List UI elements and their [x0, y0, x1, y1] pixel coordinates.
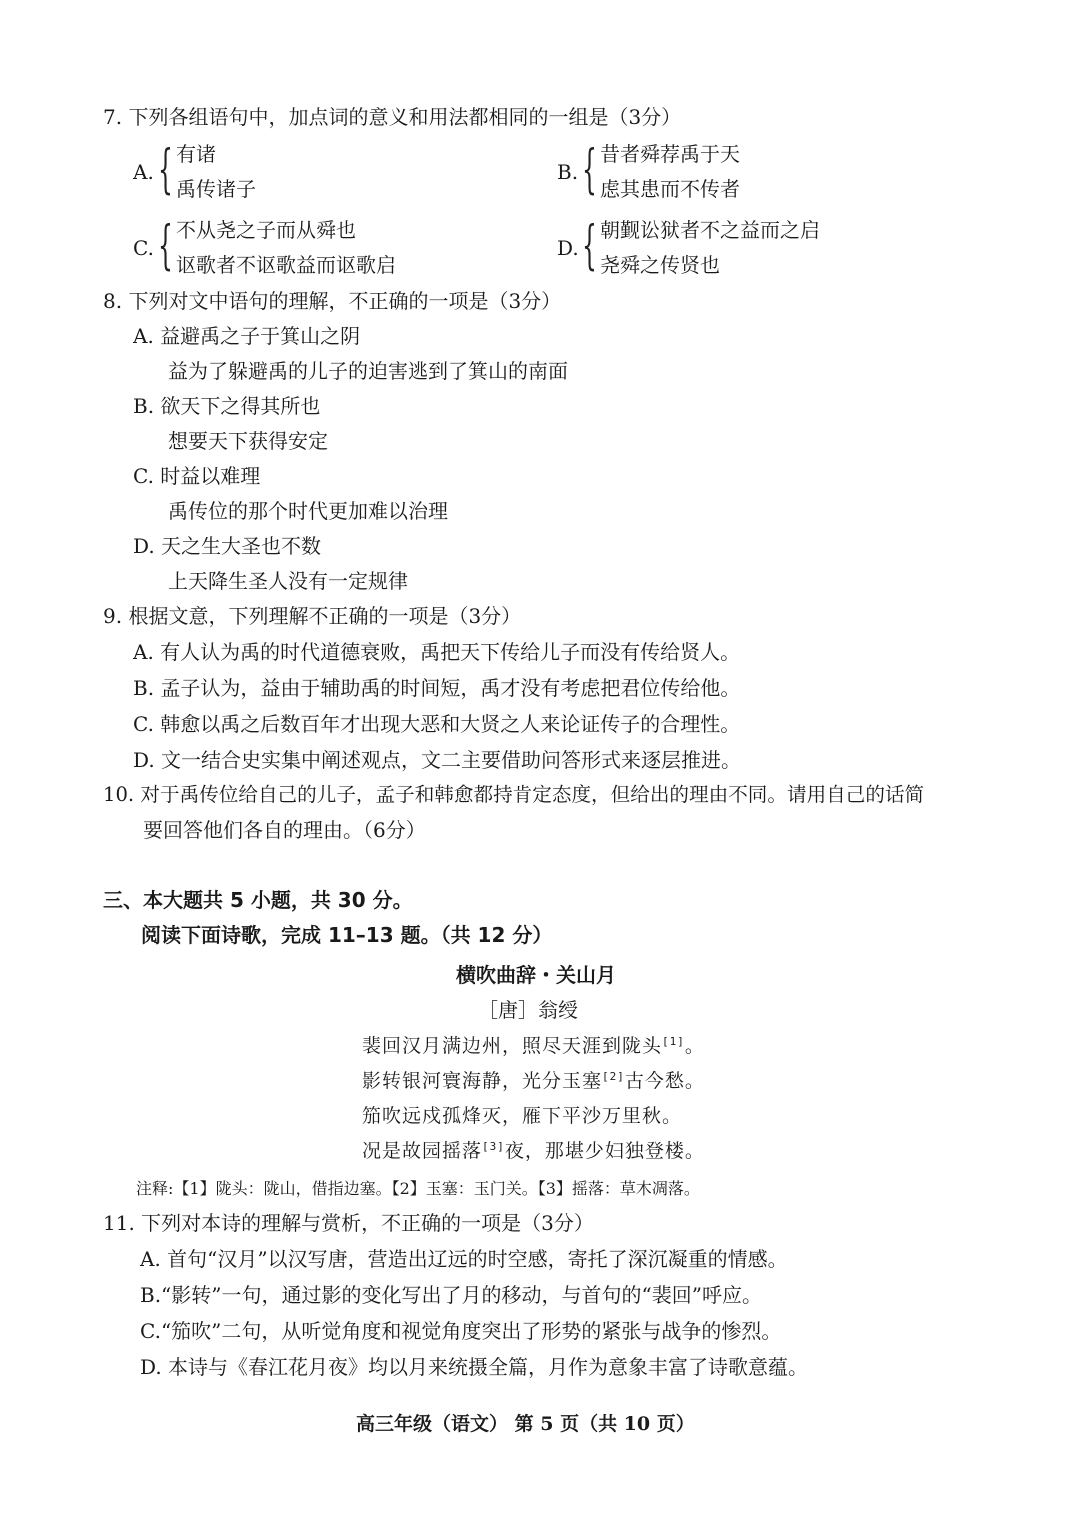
q7-option-d-line2: 尧舜之传贤也	[600, 253, 720, 277]
q11-option-b: B.“影转”一句，通过影的变化写出了月的移动，与首句的“裴回”呼应。	[140, 1283, 762, 1307]
q11-option-d: D. 本诗与《春江花月夜》均以月来统摄全篇，月作为意象丰富了诗歌意蕴。	[140, 1355, 809, 1379]
q9-option-b: B. 孟子认为，益由于辅助禹的时间短，禹才没有考虑把君位传给他。	[133, 676, 741, 700]
q11-option-a: A. 首句“汉月”以汉写唐，营造出辽远的时空感，寄托了深沉凝重的情感。	[140, 1247, 788, 1271]
q7-option-d-label: D.	[557, 236, 579, 260]
q9-option-a: A. 有人认为禹的时代道德衰败，禹把天下传给儿子而没有传给贤人。	[133, 640, 741, 664]
q7-option-a-brace: {	[158, 140, 173, 200]
q7-option-c-line2: 讴歌者不讴歌益而讴歌启	[176, 253, 396, 277]
q8-option-a-head: A. 益避禹之子于箕山之阴	[133, 324, 361, 348]
q7-option-b-line2: 虑其患而不传者	[600, 177, 740, 201]
section3-heading: 三、本大题共 5 小题，共 30 分。	[103, 888, 413, 912]
q10-line1: 10. 对于禹传位给自己的儿子，孟子和韩愈都持肯定态度，但给出的理由不同。请用自己的话简	[103, 783, 925, 806]
q7-option-b-line1: 昔者舜荐禹于天	[600, 142, 740, 166]
q7-option-a-line2: 禹传诸子	[176, 177, 256, 201]
q11-option-c: C.“笳吹”二句，从听觉角度和视觉角度突出了形势的紧张与战争的惨烈。	[140, 1319, 782, 1343]
q8-option-c-sub: 禹传位的那个时代更加难以治理	[168, 499, 448, 523]
poem-line-2: 影转银河寰海静，光分玉塞[2]古今愁。	[362, 1070, 705, 1092]
q7-option-d-brace: {	[582, 216, 597, 276]
q8-option-a-sub: 益为了躲避禹的儿子的迫害逃到了箕山的南面	[168, 359, 568, 383]
q7-option-c-label: C.	[133, 236, 154, 260]
poem-title: 横吹曲辞・关山月	[456, 963, 616, 987]
q9-option-c: C. 韩愈以禹之后数百年才出现大恶和大贤之人来论证传子的合理性。	[133, 712, 741, 736]
section3-instruction: 阅读下面诗歌，完成 11–13 题。（共 12 分）	[141, 923, 553, 947]
q8-option-c-head: C. 时益以难理	[133, 464, 261, 488]
q7-option-b-label: B.	[557, 160, 579, 184]
q11-stem: 11. 下列对本诗的理解与赏析，不正确的一项是（3分）	[103, 1211, 594, 1235]
q7-option-d-line1: 朝觐讼狱者不之益而之启	[600, 218, 820, 242]
poem-line-3: 笳吹远戍孤烽灭，雁下平沙万里秋。	[362, 1105, 683, 1127]
q10-line2: 要回答他们各自的理由。（6分）	[143, 818, 426, 842]
q7-option-b-brace: {	[582, 140, 597, 200]
q8-stem: 8. 下列对文中语句的理解，不正确的一项是（3分）	[103, 289, 562, 313]
q9-stem: 9. 根据文意，下列理解不正确的一项是（3分）	[103, 604, 522, 628]
page-footer: 高三年级（语文） 第 5 页（共 10 页）	[356, 1413, 695, 1435]
q8-option-b-sub: 想要天下获得安定	[168, 429, 328, 453]
q8-option-d-sub: 上天降生圣人没有一定规律	[168, 569, 408, 593]
q7-stem: 7. 下列各组语句中，加点词的意义和用法都相同的一组是（3分）	[103, 105, 682, 129]
poem-notes: 注释:【1】陇头：陇山，借指边塞。【2】玉塞：玉门关。【3】摇落：草木凋落。	[136, 1179, 700, 1198]
poem-line-1: 裴回汉月满边州，照尽天涯到陇头[1]。	[362, 1035, 705, 1057]
poem-author: ［唐］翁绶	[478, 998, 578, 1022]
q9-option-d: D. 文一结合史实集中阐述观点，文二主要借助问答形式来逐层推进。	[133, 748, 742, 772]
q7-option-a-line1: 有诸	[176, 142, 216, 166]
q8-option-d-head: D. 天之生大圣也不数	[133, 534, 322, 558]
q7-option-c-line1: 不从尧之子而从舜也	[176, 218, 356, 242]
q8-option-b-head: B. 欲天下之得其所也	[133, 394, 321, 418]
q7-option-a-label: A.	[133, 160, 154, 184]
q7-option-c-brace: {	[158, 216, 173, 276]
poem-line-4: 况是故园摇落[3]夜，那堪少妇独登楼。	[362, 1140, 705, 1162]
